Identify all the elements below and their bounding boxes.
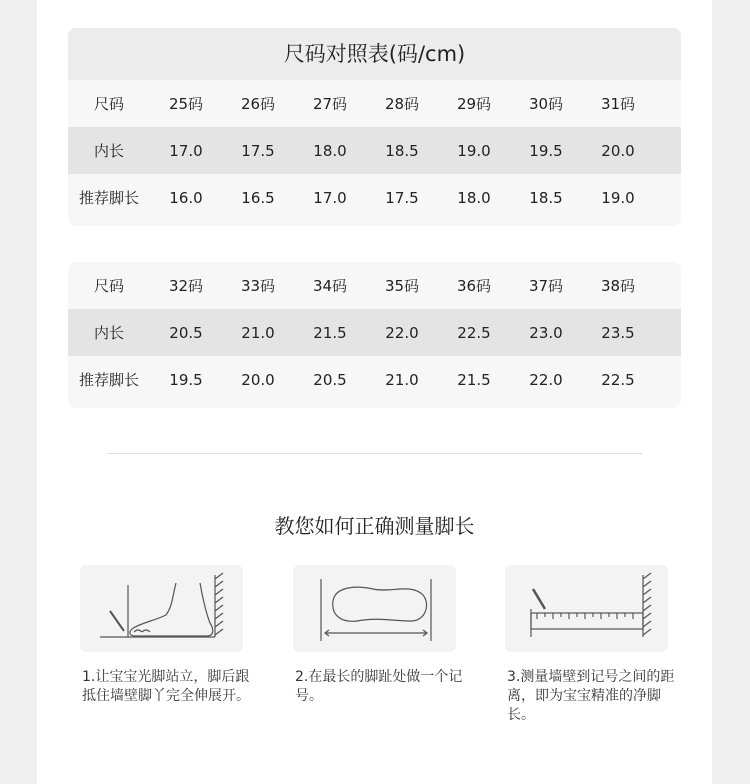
measure-guide-title: 教您如何正确测量脚长 — [274, 514, 475, 538]
inner-length-row — [68, 127, 681, 174]
foot-cell: 19.5 — [169, 370, 203, 389]
row-header-inner: 内长 — [93, 324, 124, 342]
foot-against-wall-illustration — [80, 565, 243, 652]
inner-cell: 18.0 — [313, 141, 347, 160]
inner-cell: 19.5 — [529, 141, 563, 160]
inner-cell: 22.0 — [385, 323, 419, 342]
inner-cell: 18.5 — [385, 141, 419, 160]
foot-cell: 18.5 — [529, 188, 563, 207]
inner-length-row — [68, 309, 681, 356]
inner-cell: 19.0 — [457, 141, 491, 160]
foot-cell: 20.0 — [241, 370, 275, 389]
foot-length-row — [68, 174, 681, 221]
inner-cell: 22.5 — [457, 323, 491, 342]
inner-cell: 21.0 — [241, 323, 275, 342]
size-cell: 33码 — [240, 277, 276, 295]
size-cell: 27码 — [312, 95, 348, 113]
foot-cell: 19.0 — [601, 188, 635, 207]
size-cell: 28码 — [384, 95, 420, 113]
size-table-title: 尺码对照表(码/cm) — [68, 28, 681, 80]
foot-length-row — [68, 356, 681, 403]
row-header-foot: 推荐脚长 — [78, 189, 139, 207]
foot-cell: 22.5 — [601, 370, 635, 389]
foot-cell: 21.0 — [385, 370, 419, 389]
size-cell: 38码 — [600, 277, 636, 295]
size-cell: 26码 — [240, 95, 276, 113]
foot-cell: 22.0 — [529, 370, 563, 389]
row-header-size: 尺码 — [93, 95, 124, 113]
size-cell: 34码 — [312, 277, 348, 295]
foot-cell: 21.5 — [457, 370, 491, 389]
size-row — [68, 80, 681, 127]
row-header-foot: 推荐脚长 — [78, 371, 139, 389]
size-cell: 37码 — [528, 277, 564, 295]
inner-cell: 20.0 — [601, 141, 635, 160]
ruler-measurement-illustration — [505, 565, 668, 652]
foot-cell: 16.5 — [241, 188, 275, 207]
footprint-illustration — [293, 565, 456, 652]
size-cell: 31码 — [600, 95, 636, 113]
row-header-size: 尺码 — [93, 277, 124, 295]
size-cell: 36码 — [456, 277, 492, 295]
section-divider — [107, 453, 642, 454]
size-cell: 29码 — [456, 95, 492, 113]
foot-cell: 16.0 — [169, 188, 203, 207]
inner-cell: 17.5 — [241, 141, 275, 160]
size-cell: 25码 — [168, 95, 204, 113]
size-cell: 32码 — [168, 277, 204, 295]
step-3-text: 3.测量墙壁到记号之间的距离，即为宝宝精准的净脚长。 — [507, 669, 675, 723]
step-1-text: 1.让宝宝光脚站立，脚后跟抵住墙壁脚丫完全伸展开。 — [82, 669, 250, 704]
size-guide-page — [37, 0, 712, 784]
size-table-card-2 — [68, 262, 681, 408]
foot-cell: 18.0 — [457, 188, 491, 207]
foot-cell: 17.5 — [385, 188, 419, 207]
step-2-text: 2.在最长的脚趾处做一个记号。 — [295, 669, 463, 704]
inner-cell: 23.5 — [601, 323, 635, 342]
inner-cell: 20.5 — [169, 323, 203, 342]
size-row — [68, 262, 681, 309]
size-cell: 30码 — [528, 95, 564, 113]
inner-cell: 17.0 — [169, 141, 203, 160]
inner-cell: 23.0 — [529, 323, 563, 342]
inner-cell: 21.5 — [313, 323, 347, 342]
foot-cell: 20.5 — [313, 370, 347, 389]
row-header-inner: 内长 — [93, 142, 124, 160]
size-table-card-1 — [68, 28, 681, 226]
size-cell: 35码 — [384, 277, 420, 295]
foot-cell: 17.0 — [313, 188, 347, 207]
